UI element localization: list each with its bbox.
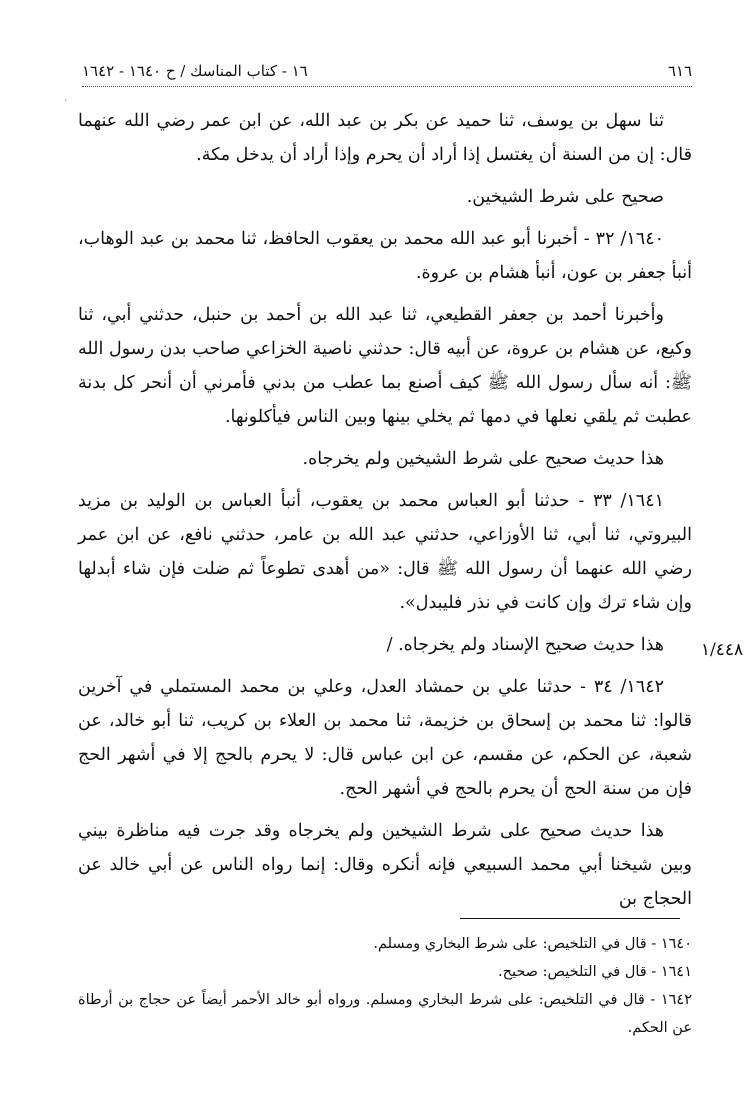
footnote: ١٦٤٢ - قال في التلخيص: على شرط البخاري ومسلم. ورواه أبو خالد الأحمر أيضاً عن حجاج بن أرطاة عن الحكم. (78, 992, 692, 1036)
footnote-divider (460, 918, 680, 919)
paragraph: ١٦٤١/ ٣٣ - حدثنا أبو العباس محمد بن يعقوب، أنبأ العباس بن الوليد بن مزيد البيروتي، ثنا أبي، ثنا الأوزاعي، حدثني عبد الله بن عامر، حدثني نافع، عن ابن عمر رضي الله عنهما أن رسول الله ﷺ قال: «من أهدى تطوعاً ثم ضلت فإن شاء أبدلها وإن شاء ترك وإن كانت في نذر فليبدل». (78, 491, 692, 613)
header-title: ١٦ - كتاب المناسك / ح ١٦٤٠ - ١٦٤٢ (82, 62, 308, 80)
main-text (78, 104, 692, 924)
paragraph: وأخبرنا أحمد بن جعفر القطيعي، ثنا عبد الله بن أحمد بن حنبل، حدثني أبي، ثنا وكيع، عن هشام بن عروة، عن أبيه قال: حدثني ناصية الخزاعي صاحب بدن رسول الله ﷺ: أنه سأل رسول الله ﷺ كيف أصنع بما عطب من بدني فأمرني أن أنحر كل بدنة عطبت ثم يلقي نعلها في دمها ثم يخلي بينها وبين الناس فيأكلونها. (78, 305, 692, 427)
footnote: ١٦٤١ - قال في التلخيص: صحيح. (497, 964, 692, 980)
margin-dot: · (64, 96, 68, 107)
page-number: ٦١٦ (667, 62, 692, 80)
paragraph: هذا حديث صحيح على شرط الشيخين ولم يخرجاه وقد جرت فيه مناظرة بيني وبين شيخنا أبي محمد السبيعي فإنه أنكره وقال: إنما رواه الناس عن أبي خالد عن الحجاج بن (78, 821, 692, 909)
margin-reference: ١/٤٤٨ (700, 640, 744, 660)
paragraph: ١٦٤٢/ ٣٤ - حدثنا علي بن حمشاد العدل، وعلي بن محمد المستملي في آخرين قالوا: ثنا محمد بن إسحاق بن خزيمة، ثنا محمد بن العلاء بن كريب، ثنا أبو خالد، عن شعبة، عن الحكم، عن مقسم، عن ابن عباس قال: لا يحرم بالحج إلا في أشهر الحج فإن من سنة الحج أن يحرم بالحج في أشهر الحج. (78, 677, 692, 799)
running-header (82, 60, 692, 87)
paragraph: ثنا سهل بن يوسف، ثنا حميد عن بكر بن عبد الله، عن ابن عمر رضي الله عنهما قال: إن من السنة أن يغتسل إذا أراد أن يحرم وإذا أراد أن يدخل مكة. (78, 111, 692, 165)
footnote: ١٦٤٠ - قال في التلخيص: على شرط البخاري ومسلم. (373, 936, 692, 952)
footnotes (78, 930, 692, 1042)
paragraph: هذا حديث صحيح على شرط الشيخين ولم يخرجاه. (302, 449, 664, 469)
paragraph: ١٦٤٠/ ٣٢ - أخبرنا أبو عبد الله محمد بن يعقوب الحافظ، ثنا محمد بن عبد الوهاب، أنبأ جعفر بن عون، أنبأ هشام بن عروة. (78, 229, 692, 283)
paragraph: هذا حديث صحيح الإسناد ولم يخرجاه. / (386, 635, 664, 655)
paragraph: صحيح على شرط الشيخين. (466, 187, 664, 207)
